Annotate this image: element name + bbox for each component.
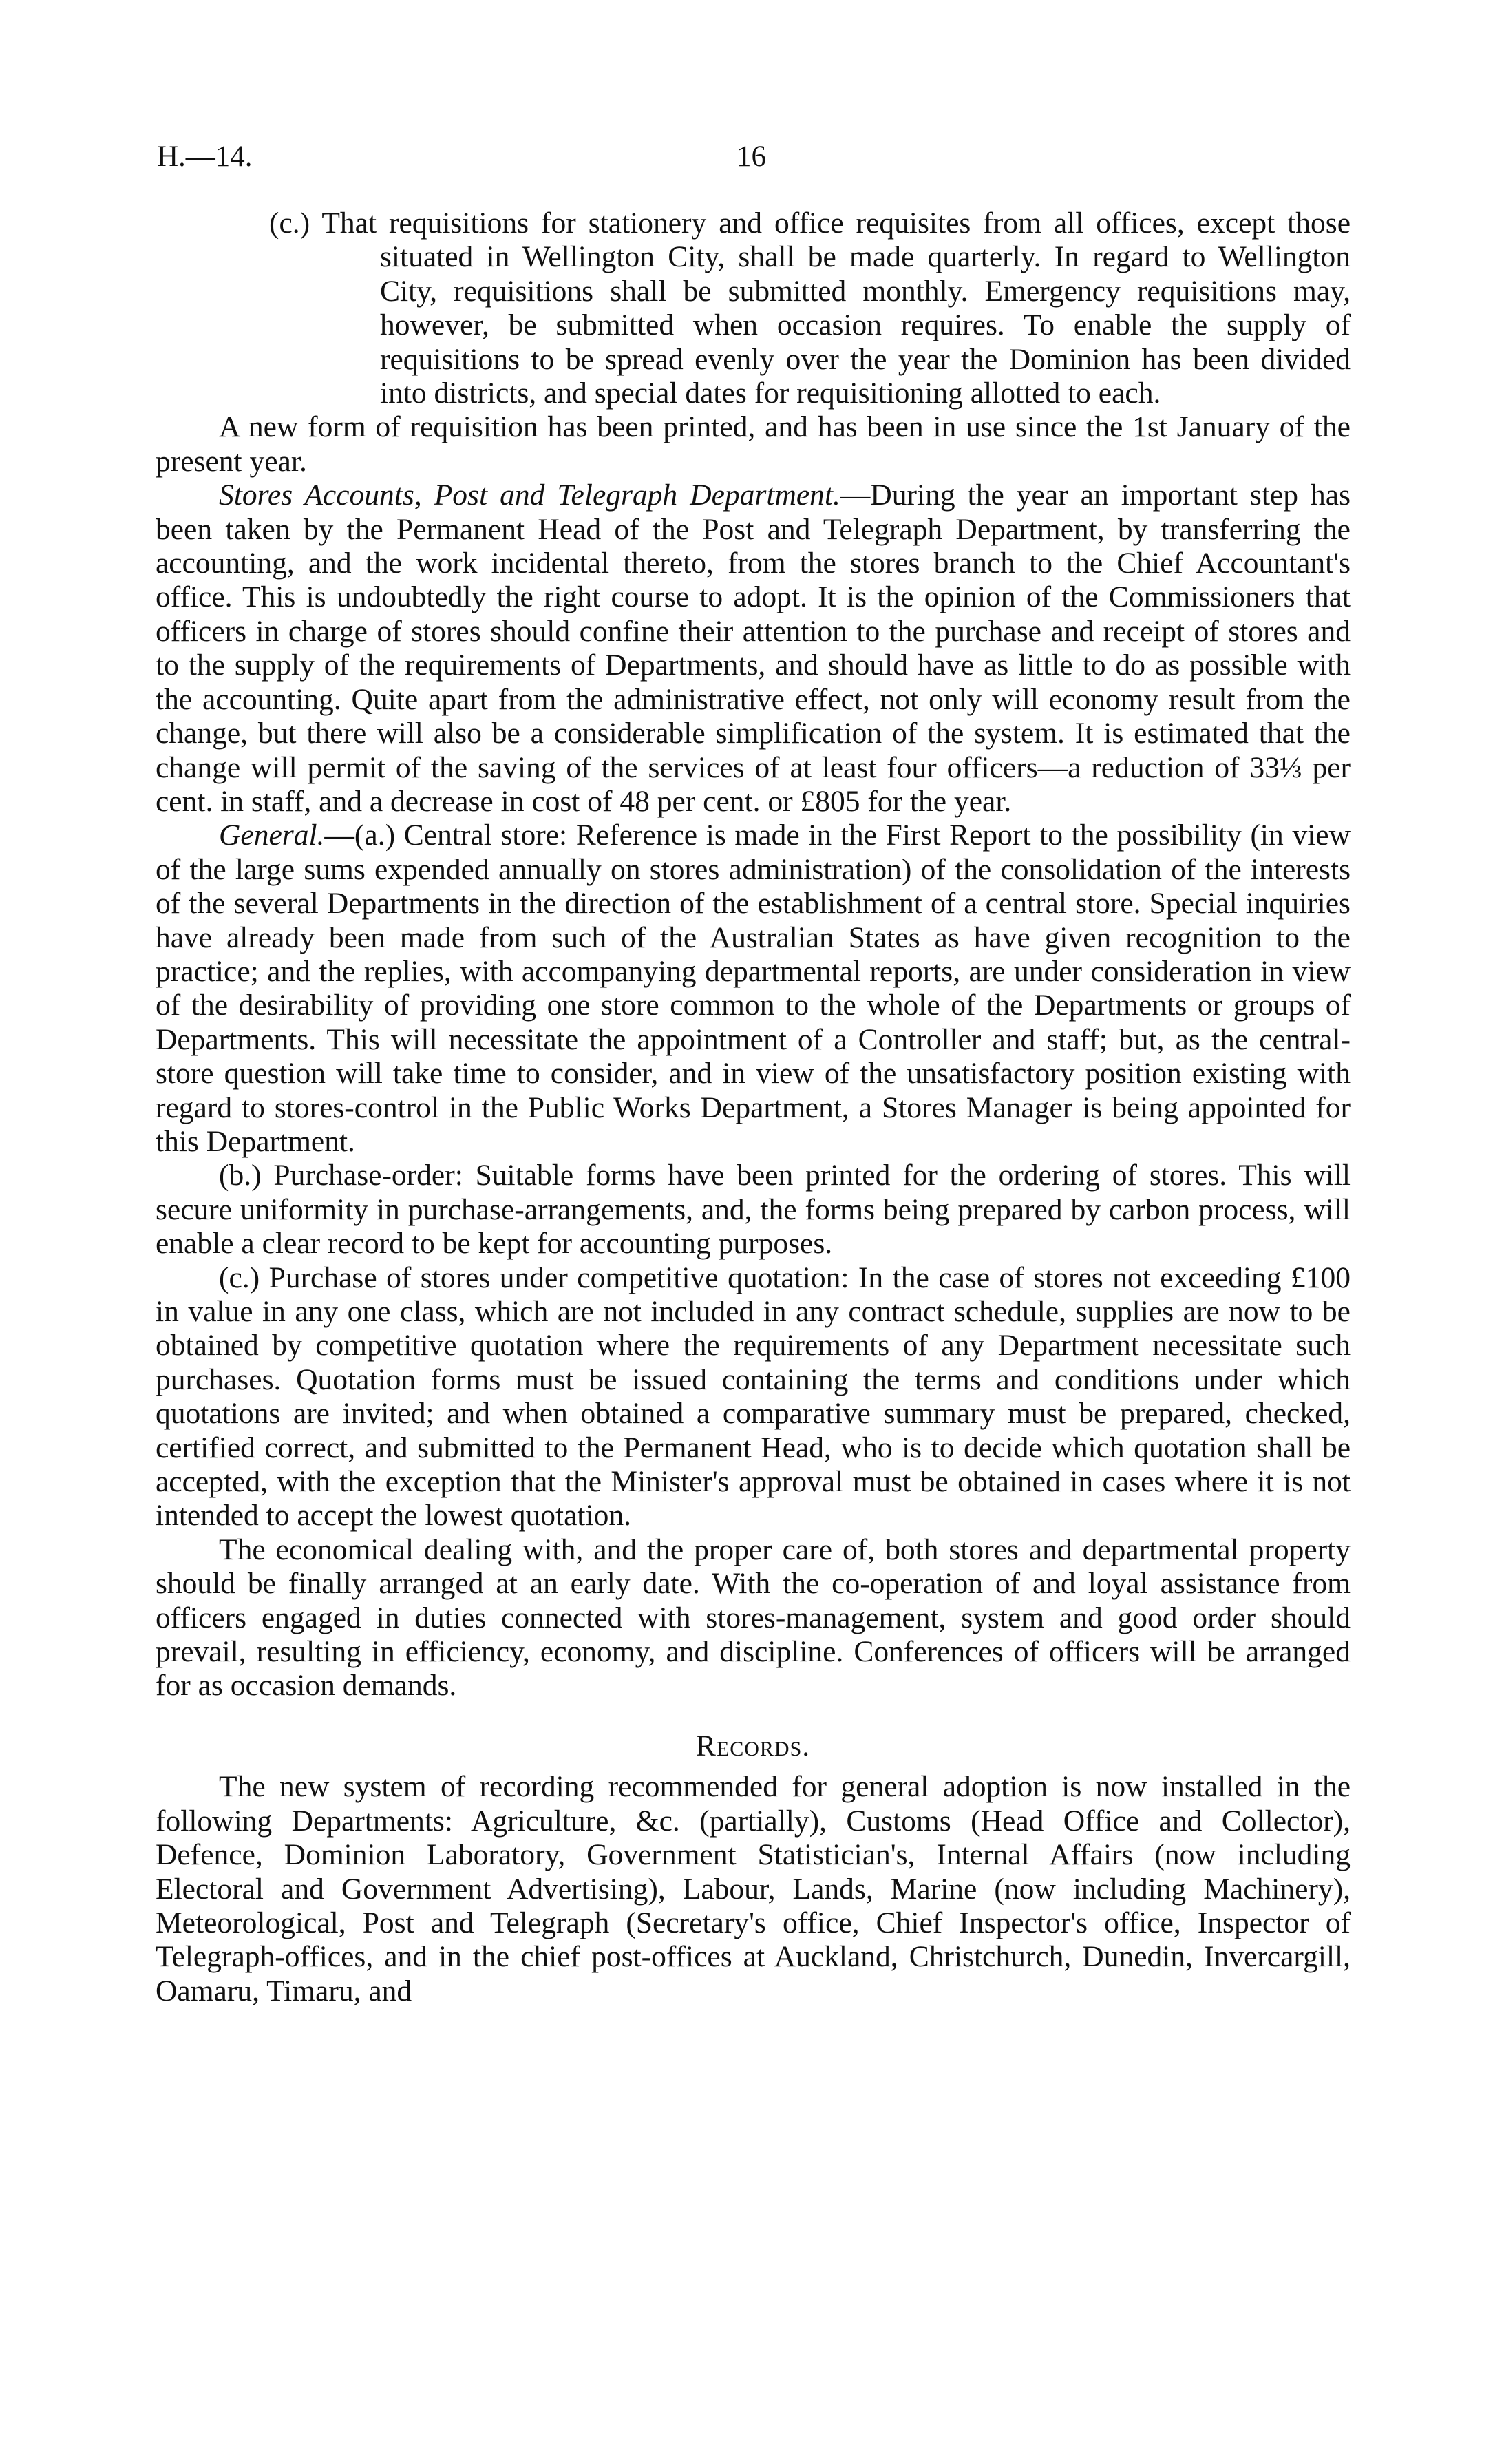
general-b-text: Purchase-order: Suitable forms have been printed for the ordering of stores. This will secure uniformity in purchase-arrangements, and, the forms being prepared by carbon process, will enable a clear record to be kept for accounting purposes.	[156, 1159, 1351, 1261]
paragraph-general-a	[156, 819, 1351, 1159]
general-b-label: (b.)	[219, 1159, 262, 1192]
paragraph-stores-accounts	[156, 478, 1351, 819]
paragraph-economical: The economical dealing with, and the proper care of, both stores and departmental property should be finally arranged at an early date. With the co-operation of and loyal assistance from officers engaged in duties connected with stores-management, system and good order should prevail, resulting in efficiency, economy, and discipline. Conferences of officers will be arranged for as occasion demands.	[156, 1533, 1351, 1703]
paragraph-new-form: A new form of requisition has been printed, and has been in use since the 1st January of the present year.	[156, 410, 1351, 478]
records-heading: Records.	[695, 1729, 811, 1762]
general-a-label: —(a.)	[324, 819, 396, 852]
paragraph-general-b	[156, 1159, 1351, 1261]
page-number: 16	[737, 140, 766, 173]
stores-accounts-title: Stores Accounts, Post and Telegraph Department.	[219, 478, 840, 512]
document-reference: H.—14.	[157, 140, 253, 173]
stores-accounts-text: —During the year an important step has been taken by the Permanent Head of the Post and Telegraph Department, by transferring the accounting, and the work incidental thereto, from the stores branch to the Chief Accountant's office. This is undoubtedly the right course to adopt. It is the opinion of the Commissioners that officers in charge of stores should confine their attention to the purchase and receipt of stores and to the supply of the requirements of Departments, and should have as little to do as possible with the accounting. Quite apart from the administrative effect, not only will economy result from the change, but there will also be a considerable simplification of the system. It is estimated that the change will permit of the saving of the services of at least four officers—a reduction of 33⅓ per cent. in staff, and a decrease in cost of 48 per cent. or £805 for the year.	[156, 478, 1351, 818]
list-label-c: (c.)	[269, 207, 310, 240]
general-a-text: Central store: Reference is made in the First Report to the possibility (in view of the large sums expended annually on stores administration) of the consolidation of the interests of the several Departments in the direction of the establishment of a central store. Special inquiries have already been made from such of the Australian States as have given recognition to the practice; and the replies, with accompanying departmental reports, are under consideration in view of the desirability of providing one store common to the whole of the Departments or groups of Departments. This will necessitate the appointment of a Controller and staff; but, as the central-store question will take time to consider, and in view of the unsatisfactory position existing with regard to stores-control in the Public Works Department, a Stores Manager is being appointed for this Department.	[156, 819, 1351, 1158]
document-body	[156, 207, 1351, 2008]
general-c-label: (c.)	[219, 1261, 260, 1294]
requisitions-text: That requisitions for stationery and office requisites from all offices, except those situated in Wellington City, shall be made quarterly. In regard to Wellington City, requisitions shall be submitted monthly. Emergency requisitions may, however, be submitted when occasion requires. To enable the supply of requisitions to be spread evenly over the year the Dominion has been divided into districts, and special dates for requisitioning allotted to each.	[321, 207, 1351, 410]
general-c-text: Purchase of stores under competitive quotation: In the case of stores not exceeding £100 in value in any one class, which are not included in any contract schedule, supplies are now to be obtained by competitive quotation where the requirements of any Department necessitate such purchases. Quotation forms must be issued containing the terms and conditions under which quotations are invited; and when obtained a comparative summary must be prepared, checked, certified correct, and submitted to the Permanent Head, who is to decide which quotation shall be accepted, with the exception that the Minister's approval must be obtained in cases where it is not intended to accept the lowest quotation.	[156, 1261, 1351, 1533]
paragraph-requisitions	[156, 207, 1351, 410]
paragraph-records: The new system of recording recommended for general adoption is now installed in the following Departments: Agriculture, &c. (partially), Customs (Head Office and Collector), Defence, Dominion Laboratory, Government Statistician's, Internal Affairs (now including Electoral and Government Advertising), Labour, Lands, Marine (now including Machinery), Meteorological, Post and Telegraph (Secretary's office, Chief Inspector's office, Inspector of Telegraph-offices, and in the chief post-offices at Auckland, Christchurch, Dunedin, Invercargill, Oamaru, Timaru, and	[156, 1770, 1351, 2008]
paragraph-general-c	[156, 1261, 1351, 1533]
general-title: General.	[219, 819, 325, 852]
